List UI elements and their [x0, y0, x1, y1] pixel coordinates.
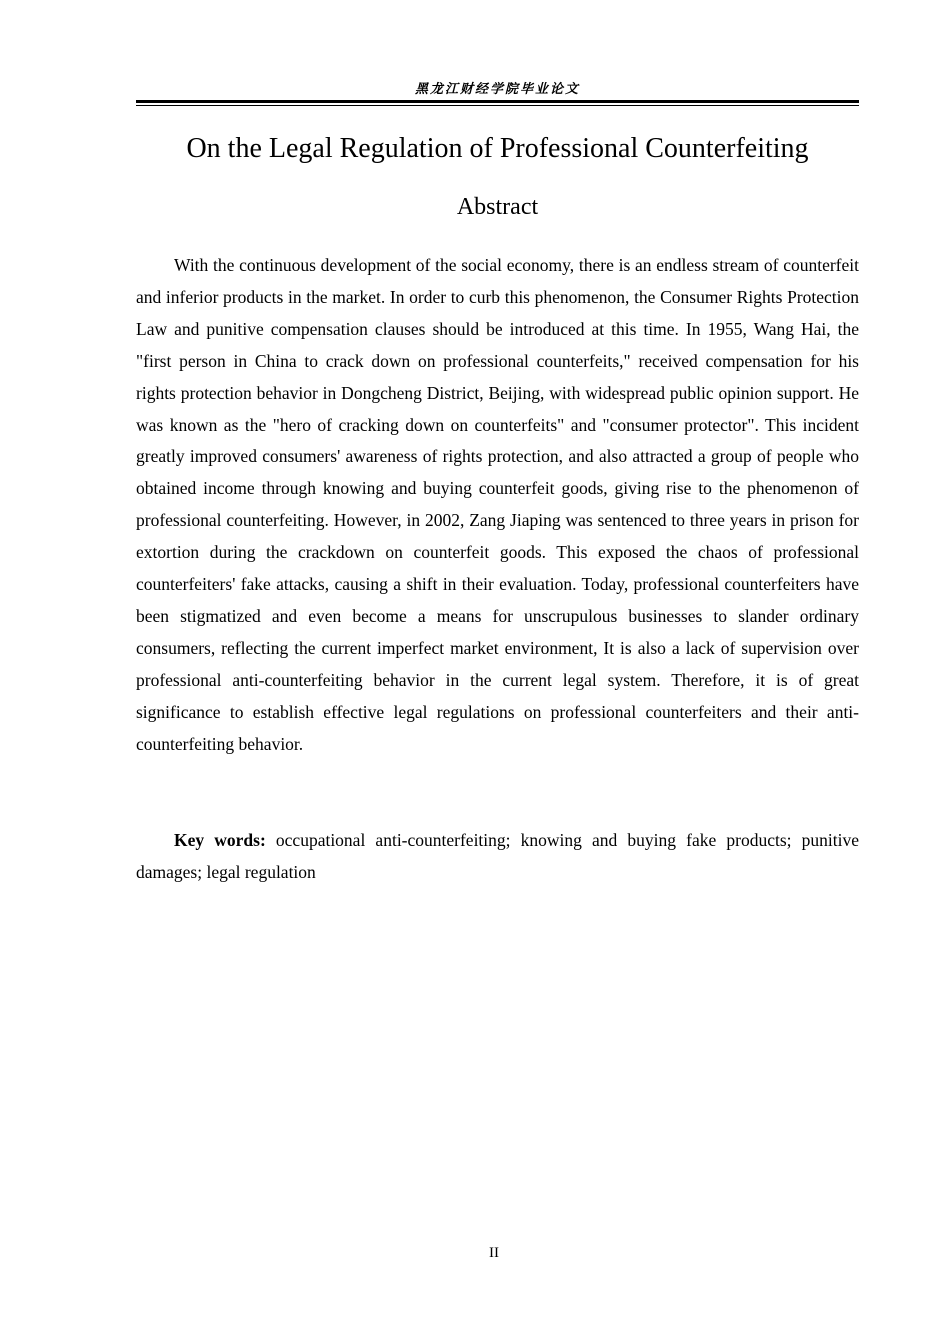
abstract-heading: Abstract [456, 194, 539, 220]
header-rule-thick [136, 100, 859, 103]
header-rule-thin [136, 105, 859, 106]
page-number: II [489, 1245, 499, 1261]
running-header: 黑龙江财经学院毕业论文 [414, 81, 580, 96]
keywords-label: Key words: [174, 830, 266, 850]
abstract-paragraph: With the continuous development of the social economy, there is an endless stream of counterfeit and inferior products in the market. In order to curb this phenomenon, the Consumer Rights Protection Law and punitive compensation clauses should be introduced at this time. In 1955, Wang Hai, the "first person in China to crack down on professional counterfeits," received compensation for his rights protection behavior in Dongcheng District, Beijing, with widespread public opinion support. He was known as the "hero of cracking down on counterfeits" and "consumer protector". This incident greatly improved consumers' awareness of rights protection, and also attracted a group of people who obtained income through knowing and buying counterfeit goods, giving rise to the phenomenon of professional counterfeiting. However, in 2002, Zang Jiaping was sentenced to three years in prison for extortion during the crackdown on counterfeit goods. This exposed the chaos of professional counterfeiters' fake attacks, causing a shift in their evaluation. Today, professional counterfeiters have been stigmatized and even become a means for unscrupulous businesses to slander ordinary consumers, reflecting the current imperfect market environment, It is also a lack of supervision over professional anti-counterfeiting behavior in the current legal system. Therefore, it is of great significance to establish effective legal regulations on professional counterfeiters and their anti-counterfeiting behavior. [136, 255, 859, 754]
paper-title: On the Legal Regulation of Professional Counterfeiting [186, 133, 809, 164]
keywords-paragraph [136, 824, 859, 888]
keywords-list: occupational anti-counterfeiting; knowing and buying fake products; punitive damages; legal regulation [136, 830, 859, 882]
